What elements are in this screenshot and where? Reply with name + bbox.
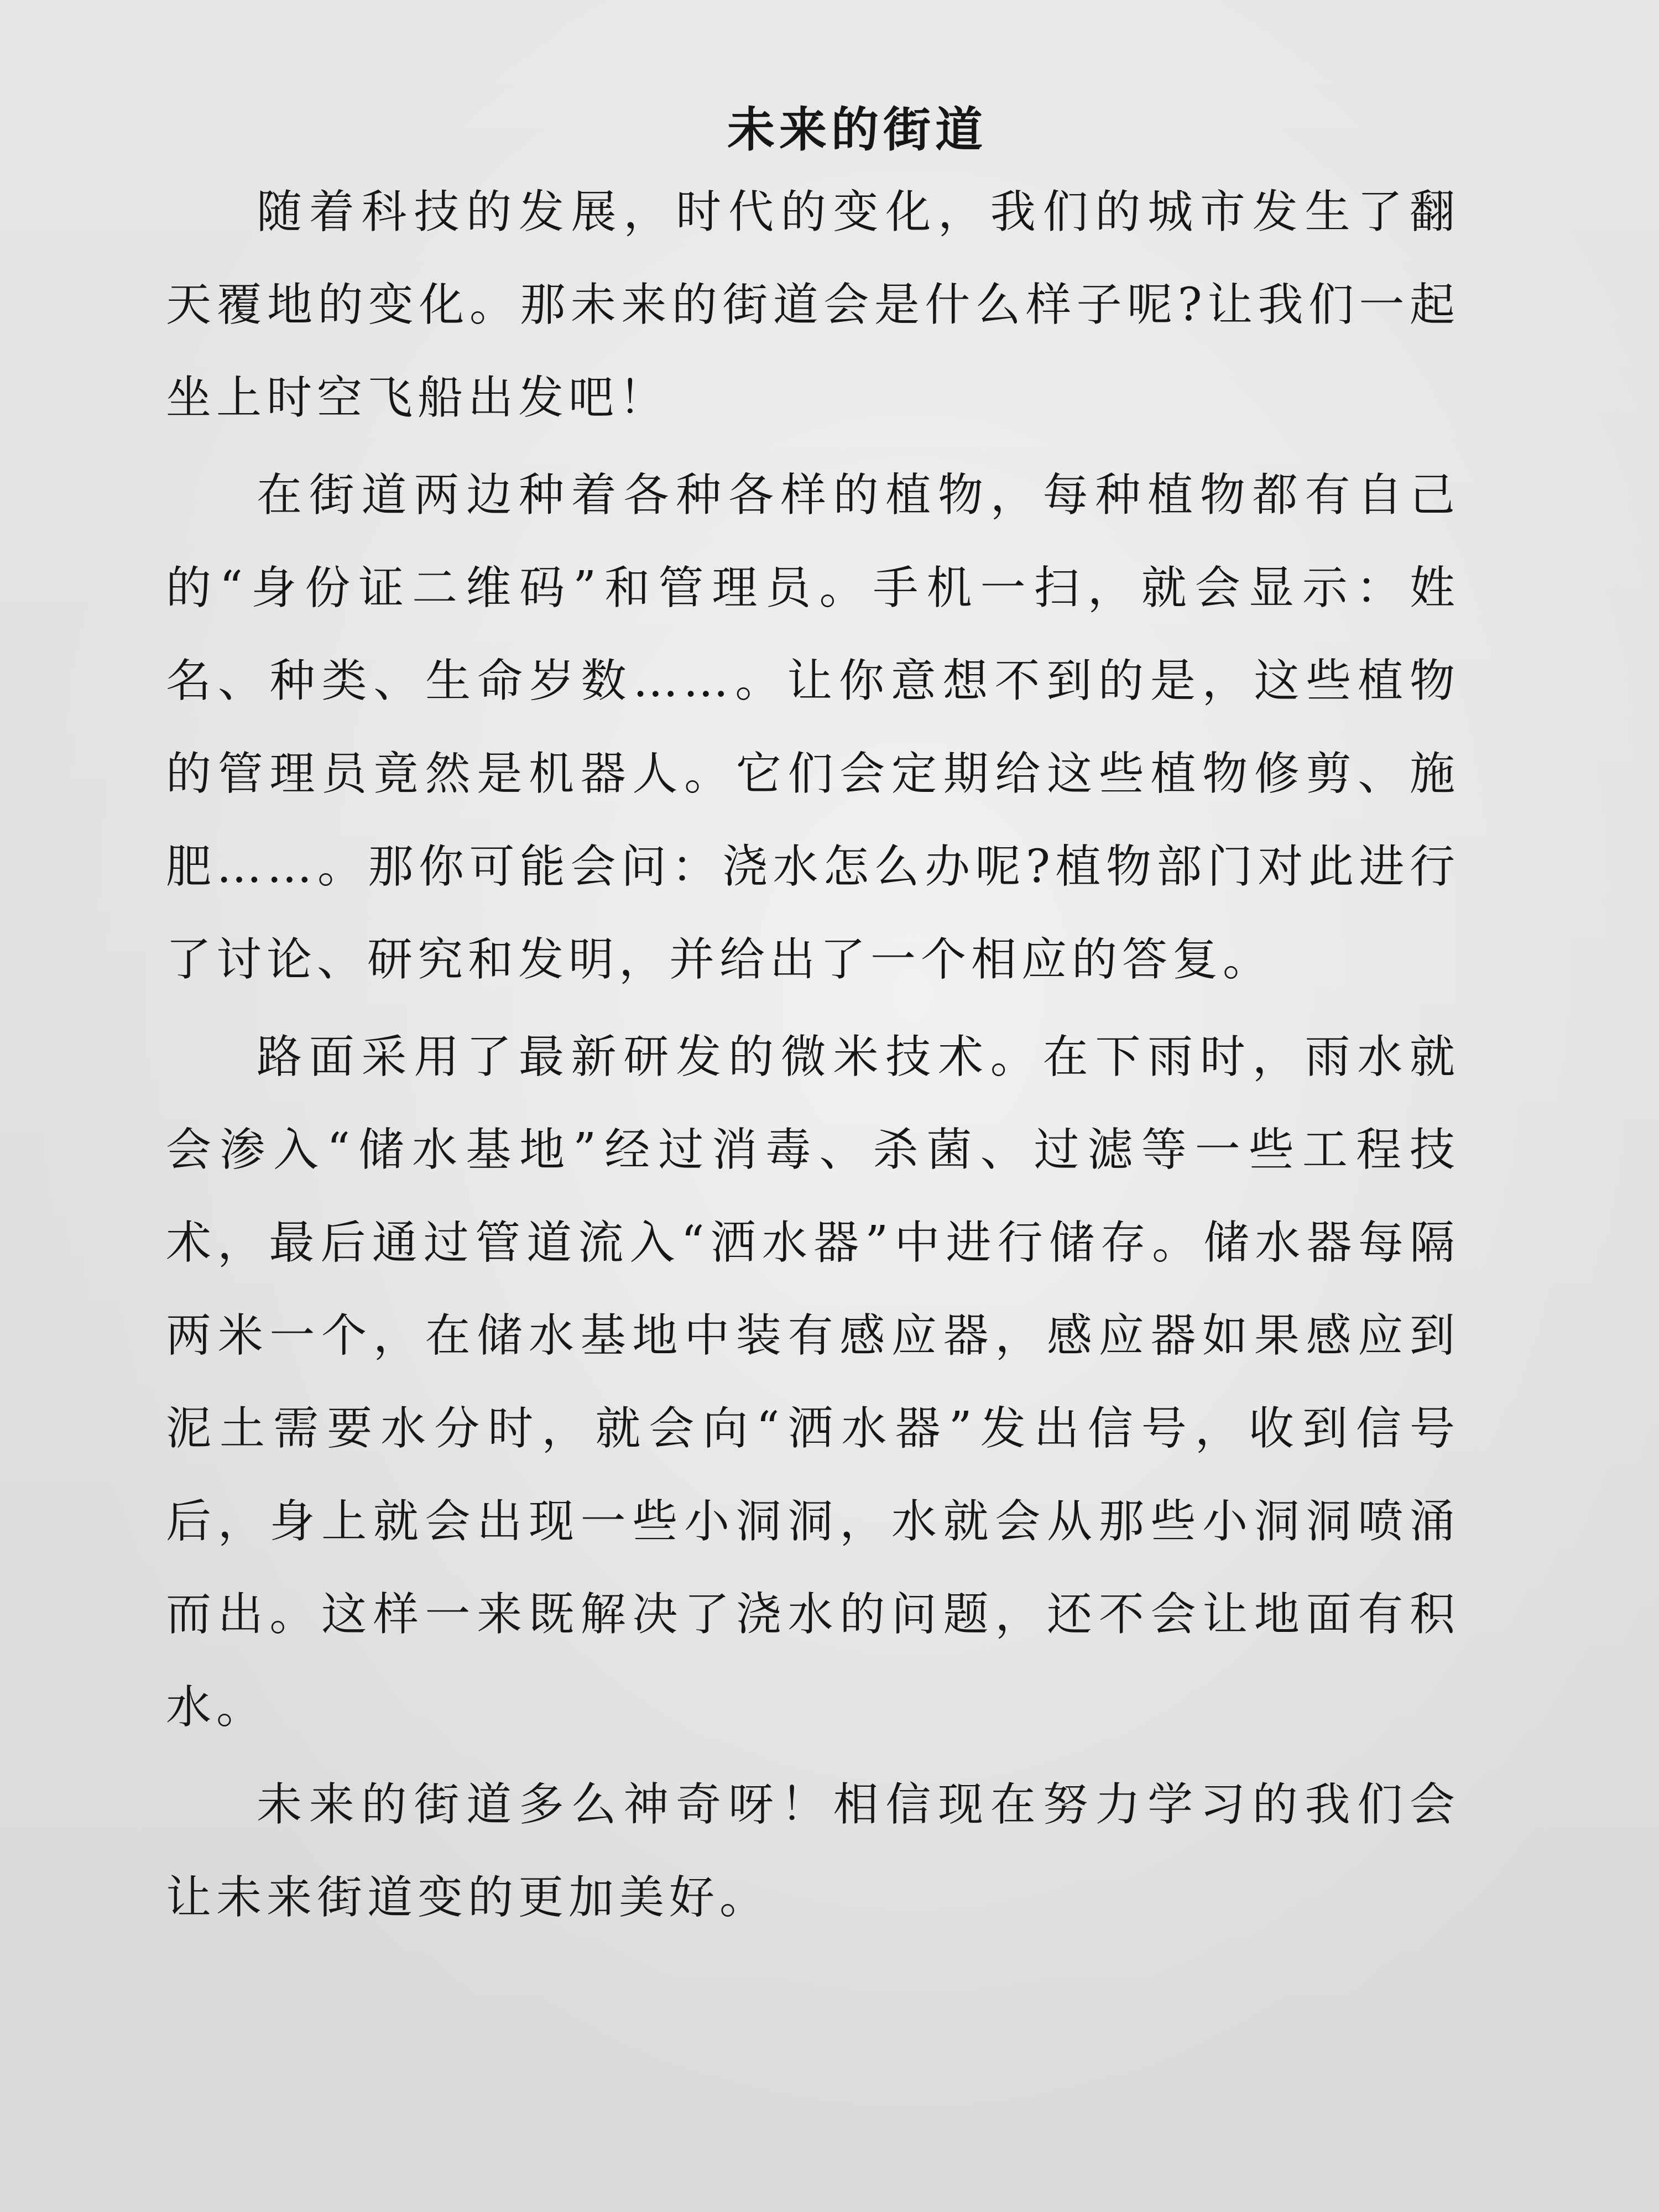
paragraph-road: 路面采用了最新研发的微米技术。在下雨时，雨水就会渗入“储水基地”经过消毒、杀菌、过滤等一些工程技术，最后通过管道流入“洒水器”中进行储存。储水器每隔两米一个，在储水基地中装有感应器，感应器如果感应到泥土需要水分时，就会向“洒水器”发出信号，收到信号后，身上就会出现一些小洞洞，水就会从那些小洞洞喷涌而出。这样一来既解决了浇水的问题，还不会让地面有积水。 — [166, 1031, 1460, 1734]
document-title: 未来的街道 — [727, 102, 987, 158]
paragraph-intro: 随着科技的发展，时代的变化，我们的城市发生了翻天覆地的变化。那未来的街道会是什么样子呢?让我们一起坐上时空飞船出发吧！ — [166, 186, 1460, 424]
paragraph-conclusion: 未来的街道多么神奇呀！相信现在努力学习的我们会让未来街道变的更加美好。 — [166, 1778, 1460, 1924]
paragraph-plants: 在街道两边种着各种各样的植物，每种植物都有自己的“身份证二维码”和管理员。手机一扫，就会显示：姓名、种类、生命岁数……。让你意想不到的是，这些植物的管理员竟然是机器人。它们会定期给这些植物修剪、施肥……。那你可能会问：浇水怎么办呢?植物部门对此进行了讨论、研究和发明，并给出了一个相应的答复。 — [166, 469, 1460, 986]
